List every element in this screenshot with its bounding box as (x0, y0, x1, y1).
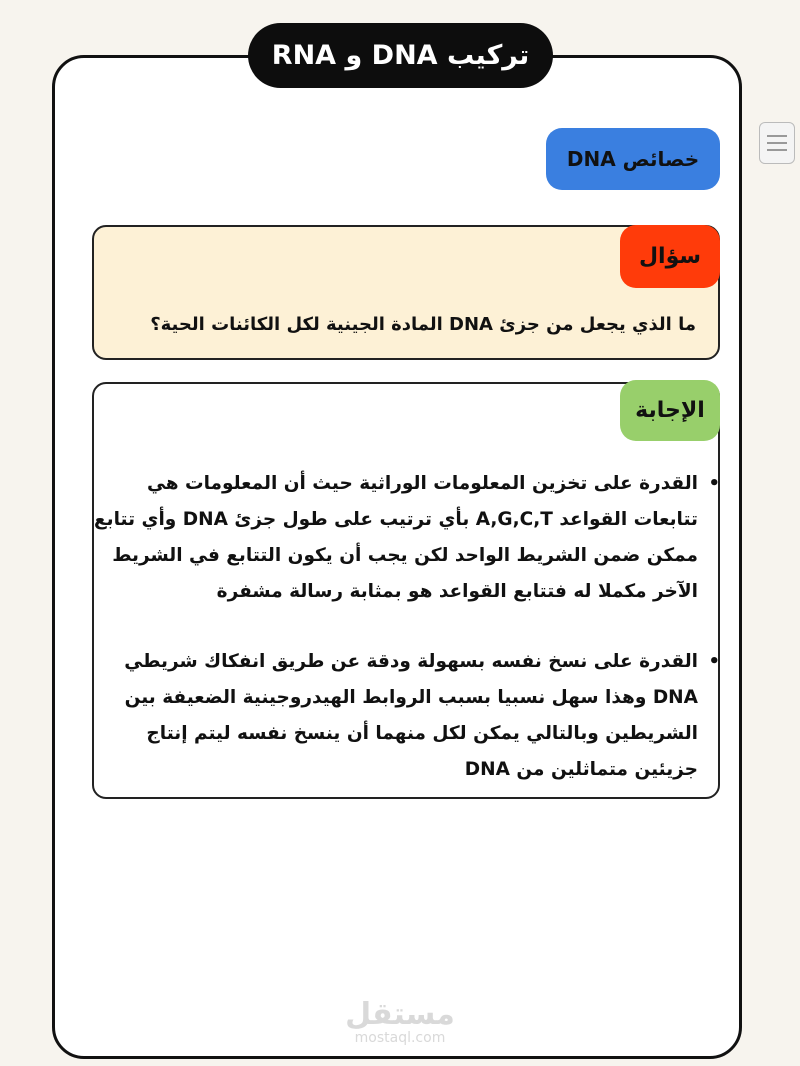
watermark-url: mostaql.com (354, 1030, 446, 1046)
question-label: سؤال (620, 225, 720, 288)
page-title: تركيب DNA و RNA (248, 23, 553, 88)
menu-button[interactable] (759, 122, 795, 164)
answer-label: الإجابة (620, 380, 720, 441)
answer-bullet (124, 644, 698, 788)
bullet-line: • القدرة على تخزين المعلومات الوراثية حيث أن المعلومات هي (147, 473, 698, 494)
watermark-logo: مستقل (345, 997, 455, 1032)
answer-bullet (94, 466, 698, 610)
menu-icon-line (767, 142, 787, 144)
watermark (340, 997, 460, 1046)
section-label: خصائص DNA (546, 128, 720, 190)
bullet-line: تتابعات القواعد A,G,C,T بأي ترتيب على طول جزئ DNA وأي تتابع (94, 509, 698, 530)
menu-icon-line (767, 149, 787, 151)
bullet-line: الشريطين وبالتالي يمكن لكل منهما أن ينسخ نفسه ليتم إنتاج (146, 723, 698, 744)
question-text: ما الذي يجعل من جزئ DNA المادة الجينية لكل الكائنات الحية؟ (150, 314, 696, 335)
bullet-line: ممكن ضمن الشريط الواحد لكن يجب أن يكون التتابع في الشريط (112, 545, 698, 566)
bullet-line: • القدرة على نسخ نفسه بسهولة ودقة عن طريق انفكاك شريطي (124, 651, 698, 672)
menu-icon (767, 135, 787, 137)
bullet-line: جزيئين متماثلين من DNA (464, 759, 698, 780)
bullet-line: الآخر مكملا له فتتابع القواعد هو بمثابة رسالة مشفرة (216, 581, 698, 602)
bullet-line: DNA وهذا سهل نسبيا بسبب الروابط الهيدروجينية الضعيفة بين (124, 687, 698, 708)
